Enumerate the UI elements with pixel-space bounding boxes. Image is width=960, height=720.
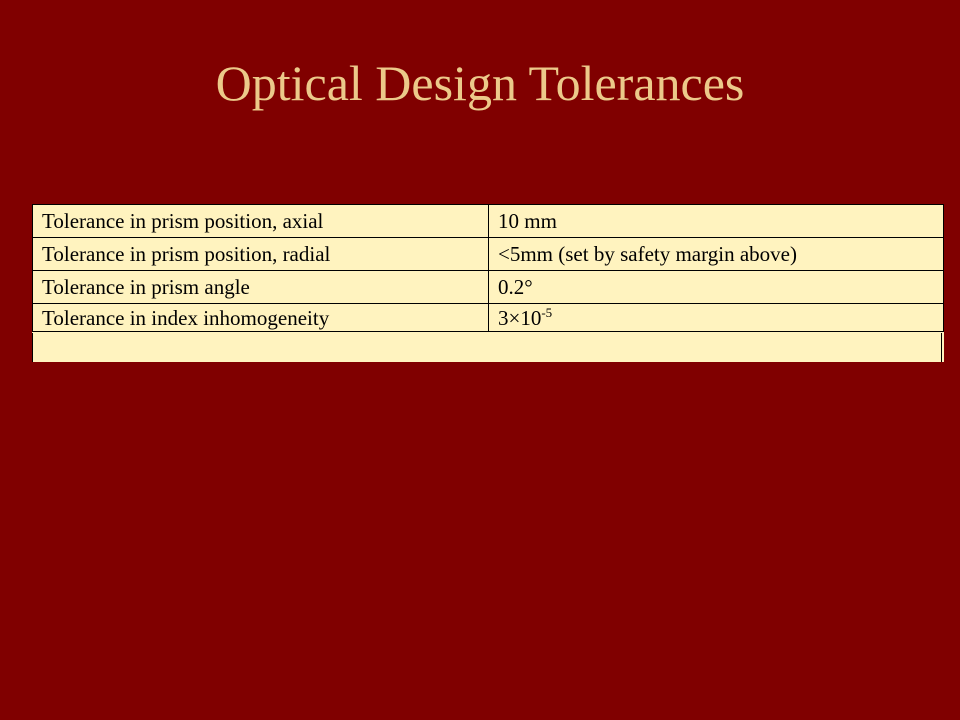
tolerance-table-container [32, 204, 944, 362]
value-cell: 0.2° [489, 271, 944, 304]
value-cell: 10 mm [489, 205, 944, 238]
table-row [33, 205, 944, 238]
value-base: 3×10 [498, 305, 542, 330]
value-exponent: -5 [541, 304, 553, 320]
parameter-cell: Tolerance in prism position, axial [33, 205, 489, 238]
parameter-cell: Tolerance in index inhomogeneity [33, 304, 489, 332]
tolerance-table [32, 204, 944, 332]
value-cell [489, 304, 944, 332]
table-row [33, 271, 944, 304]
slide-title: Optical Design Tolerances [215, 55, 745, 111]
table-row [33, 304, 944, 332]
table-row [33, 238, 944, 271]
value-cell: <5mm (set by safety margin above) [489, 238, 944, 271]
parameter-cell: Tolerance in prism position, radial [33, 238, 489, 271]
parameter-cell: Tolerance in prism angle [33, 271, 489, 304]
empty-table-row [32, 333, 942, 362]
